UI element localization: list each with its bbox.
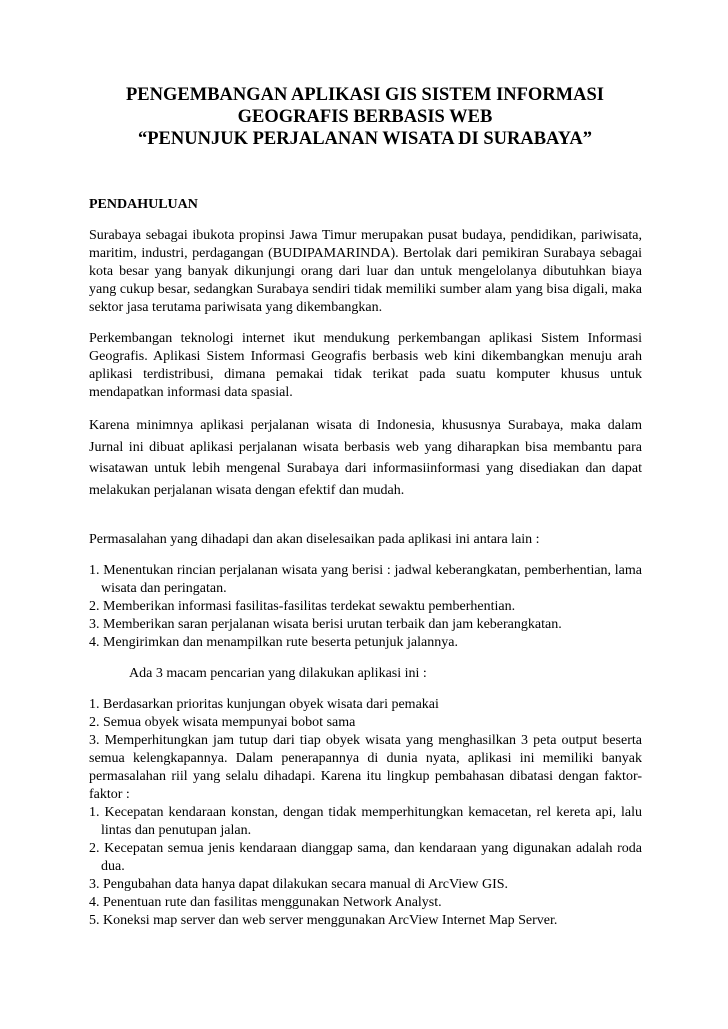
limits-list	[89, 804, 642, 930]
list-item: 1. Berdasarkan prioritas kunjungan obyek wisata dari pemakai	[89, 697, 439, 712]
list-item: 4. Mengirimkan dan menampilkan rute beserta petunjuk jalannya.	[89, 635, 458, 650]
paragraph-2: Perkembangan teknologi internet ikut mendukung perkembangan aplikasi Sistem Informasi Geografis. Aplikasi Sistem Informasi Geografis berbasis web kini dikembangkan menuju arah aplikasi terdistribusi, dimana pemakai tidak terikat pada suatu komputer khusus untuk mendapatkan informasi data spasial.	[89, 331, 642, 400]
list-item: 5. Koneksi map server dan web server menggunakan ArcView Internet Map Server.	[89, 913, 558, 928]
paragraph-1: Surabaya sebagai ibukota propinsi Jawa Timur merupakan pusat budaya, pendidikan, pariwisata, maritim, industri, perdagangan (BUDIPAMARINDA). Bertolak dari pemikiran Surabaya sebagai kota besar yang banyak dikunjungi orang dari luar dan untuk mengelolanya dibutuhkan biaya yang cukup besar, sedangkan Surabaya sendiri tidak memiliki sumber alam yang bisa digali, maka sektor jasa terutama pariwisata yang dikembangkan.	[89, 228, 642, 315]
document-body	[89, 196, 642, 930]
list-item: 3. Pengubahan data hanya dapat dilakukan secara manual di ArcView GIS.	[89, 877, 509, 892]
title-line-1: PENGEMBANGAN APLIKASI GIS SISTEM INFORMASI	[126, 85, 604, 105]
list-item: 1. Kecepatan kendaraan konstan, dengan tidak memperhitungkan kemacetan, rel kereta api, lalu lintas dan penutupan jalan.	[89, 805, 642, 838]
list-item: 2. Kecepatan semua jenis kendaraan dianggap sama, dan kendaraan yang digunakan adalah roda dua.	[89, 841, 642, 874]
list-item: 3. Memperhitungkan jam tutup dari tiap obyek wisata yang menghasilkan 3 peta output beserta semua kelengkapannya. Dalam penerapannya di dunia nyata, aplikasi ini memiliki banyak permasalahan riil yang selalu dihadapi. Karena itu lingkup pembahasan dibatasi dengan faktor-faktor :	[89, 733, 642, 802]
list-item: 3. Memberikan saran perjalanan wisata berisi urutan terbaik dan jam keberangkatan.	[89, 617, 562, 632]
title-line-2: GEOGRAFIS BERBASIS WEB	[237, 107, 493, 127]
problems-list	[89, 562, 642, 652]
search-intro: Ada 3 macam pencarian yang dilakukan aplikasi ini :	[129, 666, 427, 681]
paragraph-3: Karena minimnya aplikasi perjalanan wisata di Indonesia, khususnya Surabaya, maka dalam Jurnal ini dibuat aplikasi perjalanan wisata berbasis web yang diharapkan bisa membantu para wisatawan untuk lebih mengenal Surabaya dari informasiinformasi yang disediakan dan dapat melakukan perjalanan wisata dengan efektif dan mudah.	[89, 418, 642, 498]
list-item: 2. Semua obyek wisata mempunyai bobot sama	[89, 715, 356, 730]
document-title	[60, 84, 670, 150]
search-list	[89, 696, 642, 804]
list-item: 4. Penentuan rute dan fasilitas menggunakan Network Analyst.	[89, 895, 442, 910]
section-heading: PENDAHULUAN	[89, 197, 198, 212]
list-item: 1. Menentukan rincian perjalanan wisata yang berisi : jadwal keberangkatan, pemberhentian, lama wisata dan peringatan.	[89, 563, 642, 596]
list-item: 2. Memberikan informasi fasilitas-fasilitas terdekat sewaktu pemberhentian.	[89, 599, 516, 614]
title-line-3: “PENUNJUK PERJALANAN WISATA DI SURABAYA”	[137, 129, 592, 149]
problems-intro: Permasalahan yang dihadapi dan akan diselesaikan pada aplikasi ini antara lain :	[89, 532, 540, 547]
